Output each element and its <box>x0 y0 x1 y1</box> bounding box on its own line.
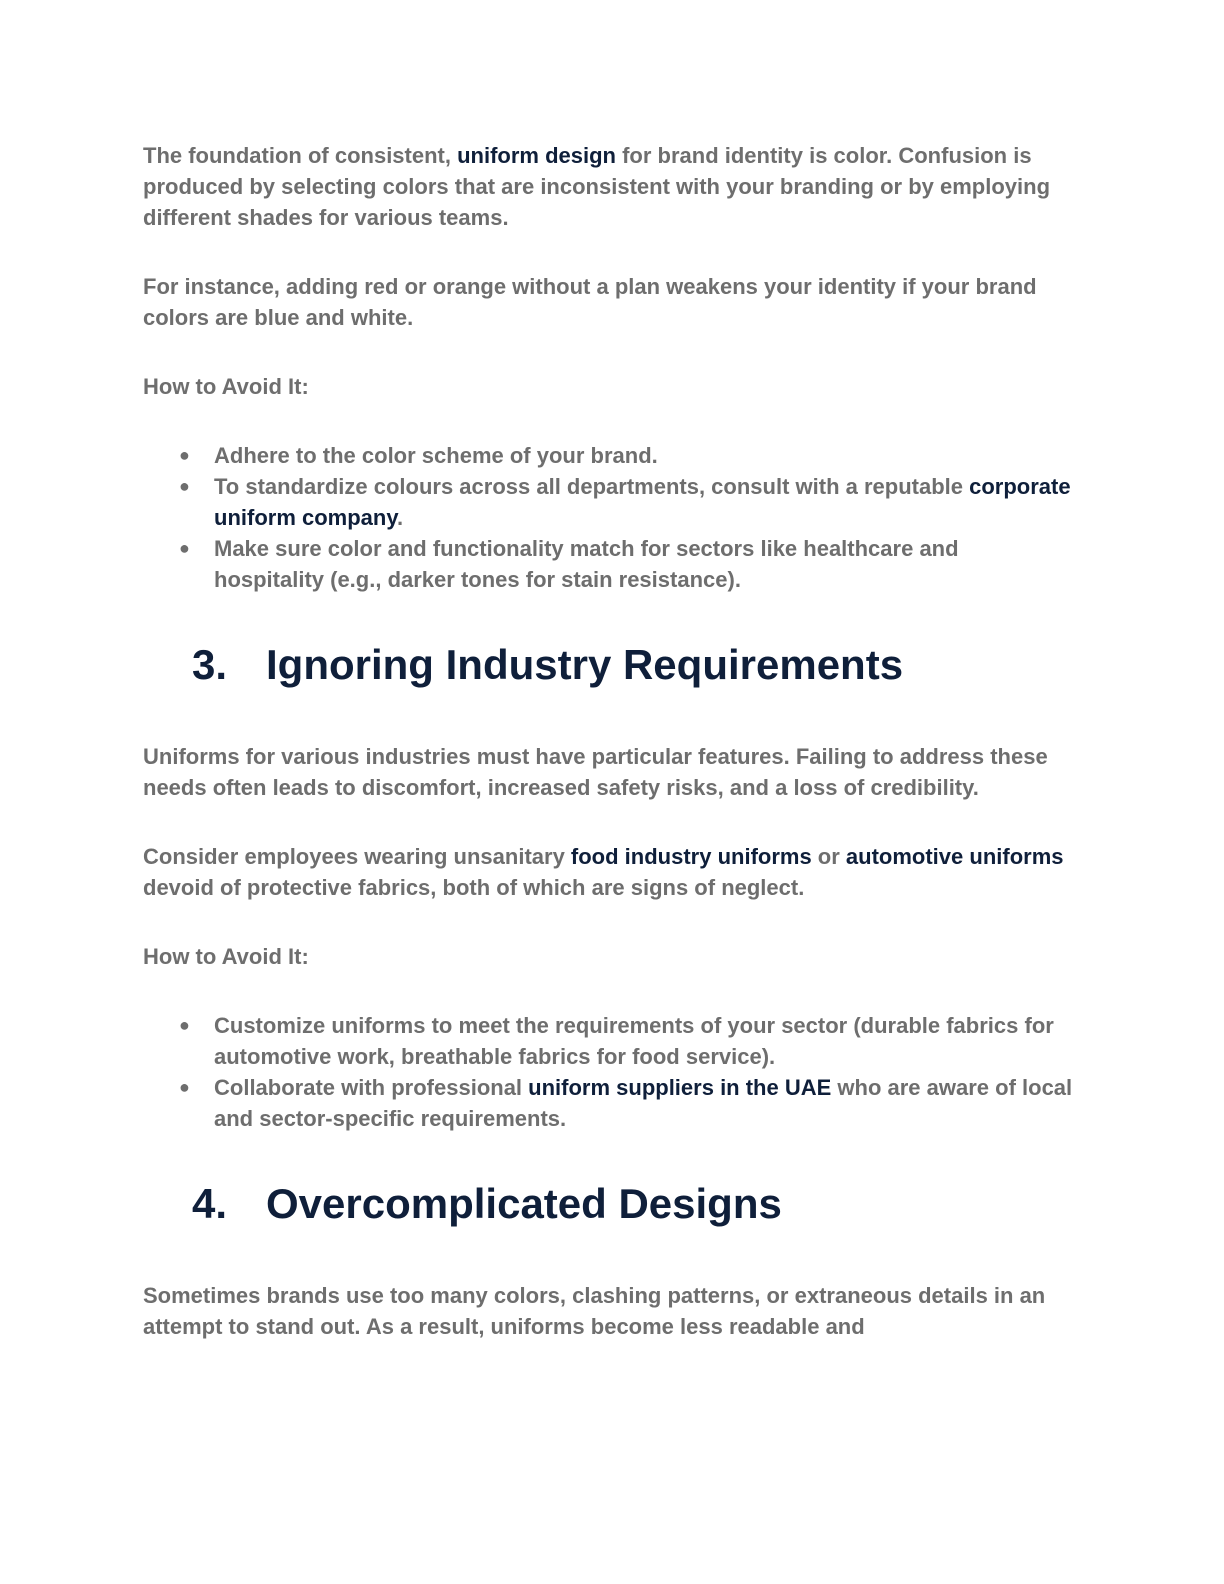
how-to-avoid-label: How to Avoid It: <box>143 374 309 399</box>
section-heading-industry-requirements <box>143 637 1073 693</box>
list-item: ● Adhere to the color scheme of your brand. <box>143 440 1073 471</box>
link-uniform-design[interactable]: uniform design <box>457 143 616 168</box>
section-heading-overcomplicated-designs <box>143 1176 1073 1232</box>
section-title: Ignoring Industry Requirements <box>266 641 904 688</box>
section-number: 3. <box>192 641 228 688</box>
document-page <box>143 140 1073 1342</box>
paragraph-color-foundation: The foundation of consistent, uniform design for brand identity is color. Confusion is produced by selecting colors that are inconsistent with your branding or by employing different shades for various teams. <box>143 143 1051 230</box>
list-item: ● Customize uniforms to meet the requirements of your sector (durable fabrics for automotive work, breathable fabrics for food service). <box>143 1010 1073 1072</box>
link-food-industry-uniforms[interactable]: food industry uniforms <box>570 844 812 869</box>
bullet-icon: ● <box>179 538 190 558</box>
section-title: Overcomplicated Designs <box>266 1180 782 1227</box>
how-to-avoid-label: How to Avoid It: <box>143 944 309 969</box>
bullet-icon: ● <box>179 445 190 465</box>
paragraph-color-example: For instance, adding red or orange without a plan weakens your identity if your brand colors are blue and white. <box>143 274 1037 330</box>
list-item: ● To standardize colours across all departments, consult with a reputable corporate uniform company. <box>143 471 1073 533</box>
paragraph-overcomplicated: Sometimes brands use too many colors, clashing patterns, or extraneous details in an attempt to stand out. As a result, uniforms become less readable and <box>143 1283 1046 1339</box>
bullet-icon: ● <box>179 1015 190 1035</box>
paragraph-industry-features: Uniforms for various industries must have particular features. Failing to address these needs often leads to discomfort, increased safety risks, and a loss of credibility. <box>143 744 1048 800</box>
link-automotive-uniforms[interactable]: automotive uniforms <box>845 844 1064 869</box>
paragraph-industry-example: Consider employees wearing unsanitary food industry uniforms or automotive uniforms devoid of protective fabrics, both of which are signs of neglect. <box>143 844 1064 900</box>
link-corporate-uniform-company[interactable]: corporate uniform company <box>214 474 1071 530</box>
list-item: ● Make sure color and functionality match for sectors like healthcare and hospitality (e.g., darker tones for stain resistance). <box>143 533 1073 595</box>
bullet-icon: ● <box>179 1077 190 1097</box>
bullet-icon: ● <box>179 476 190 496</box>
list-item: ● Collaborate with professional uniform suppliers in the UAE who are aware of local and sector-specific requirements. <box>143 1072 1073 1134</box>
link-uniform-suppliers-uae[interactable]: uniform suppliers in the UAE <box>528 1075 832 1100</box>
bullet-list-colors <box>143 440 1073 595</box>
bullet-list-industry <box>143 1010 1073 1134</box>
section-number: 4. <box>192 1180 228 1227</box>
